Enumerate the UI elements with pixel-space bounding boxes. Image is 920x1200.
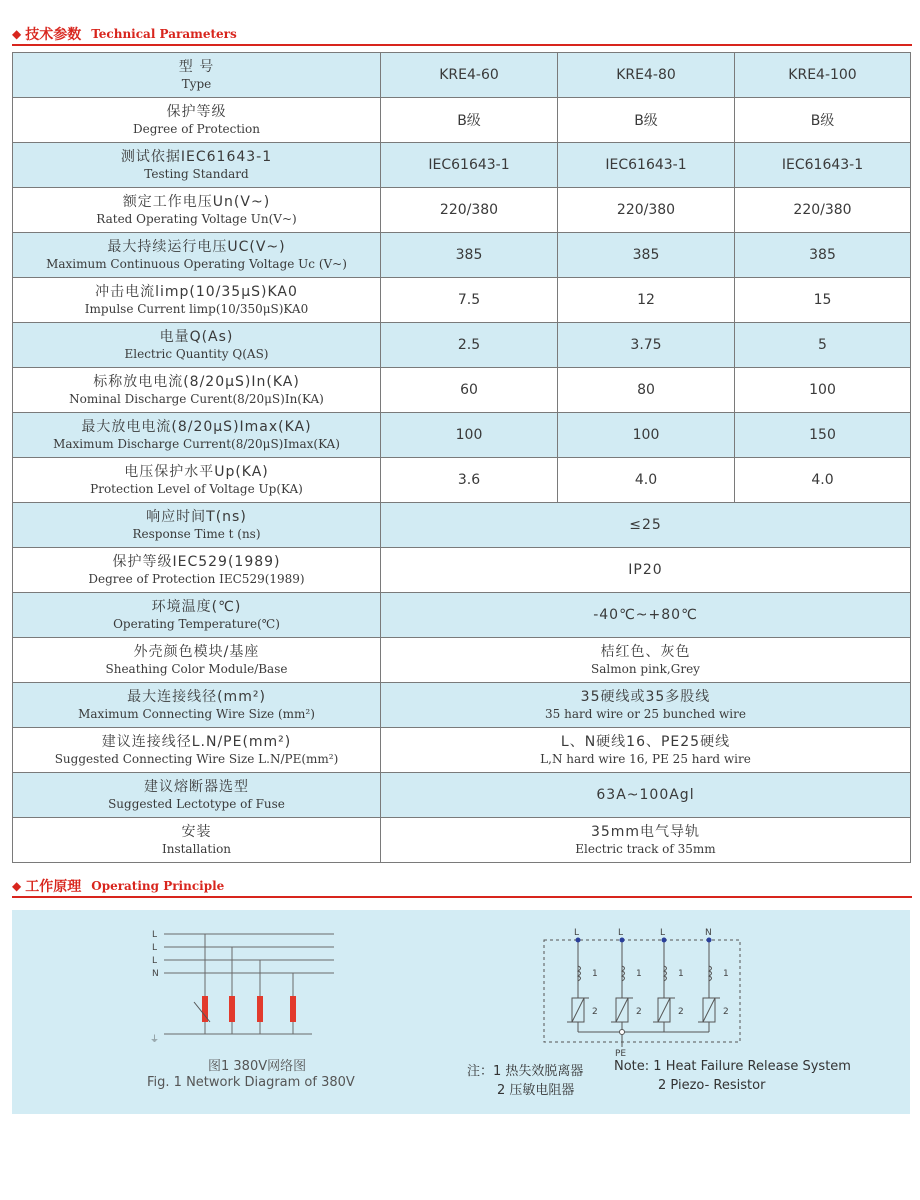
- param-label-cell: [13, 593, 381, 638]
- value-cell: 220/380: [735, 188, 911, 233]
- merged-value-cell: [381, 818, 911, 863]
- param-label-cell: [13, 368, 381, 413]
- param-label-en: Electric Quantity Q(AS): [124, 347, 269, 361]
- param-label-cell: [13, 638, 381, 683]
- value-cell: 385: [381, 233, 558, 278]
- param-label-cell: [13, 818, 381, 863]
- value-cn: L、N硬线16、PE25硬线: [560, 734, 731, 750]
- param-label-en: Maximum Continuous Operating Voltage Uc (V~): [46, 257, 347, 271]
- note-en-1: Note: 1 Heat Failure Release System: [614, 1059, 851, 1074]
- element-label-1: 1: [636, 969, 642, 979]
- value-cell: 4.0: [558, 458, 735, 503]
- section-title-en: Operating Principle: [91, 879, 225, 893]
- param-label-cell: [13, 53, 381, 98]
- param-label-cn: 最大放电电流(8/20μS)Imax(KA): [81, 419, 312, 435]
- value-cell: 60: [381, 368, 558, 413]
- param-label-cn: 保护等级IEC529(1989): [112, 554, 281, 570]
- table-row: [13, 98, 911, 143]
- table-row: [13, 143, 911, 188]
- value-cell: 385: [735, 233, 911, 278]
- operating-principle-panel: [12, 910, 910, 1114]
- param-label-cn: 电压保护水平Up(KA): [124, 464, 269, 480]
- param-label-en: Degree of Protection: [133, 122, 260, 136]
- param-label-cn: 标称放电电流(8/20μS)In(KA): [93, 374, 300, 390]
- varistor-2: [229, 996, 235, 1022]
- technical-parameters-table: [12, 52, 911, 863]
- value-cn: 63A~100Agl: [596, 787, 695, 803]
- param-label-en: Suggested Connecting Wire Size L.N/PE(mm²): [54, 752, 339, 766]
- value-cell: 5: [735, 323, 911, 368]
- value-cell: 100: [381, 413, 558, 458]
- line-label-l3: L: [152, 956, 158, 966]
- value-cell: 12: [558, 278, 735, 323]
- param-label-cn: 最大持续运行电压UC(V~): [107, 239, 286, 255]
- param-label-cell: [13, 98, 381, 143]
- param-label-cn: 最大连接线径(mm²): [127, 689, 266, 705]
- param-label-cn: 额定工作电压Un(V~): [122, 194, 271, 210]
- element-label-2: 2: [636, 1007, 642, 1017]
- spd-wiring-diagram: [544, 940, 740, 1047]
- value-cell: 15: [735, 278, 911, 323]
- terminal-label-l1: L: [574, 928, 580, 938]
- element-label-2: 2: [678, 1007, 684, 1017]
- table-row: [13, 278, 911, 323]
- merged-value-cell: [381, 728, 911, 773]
- param-label-cn: 型 号: [178, 59, 215, 75]
- value-cell: B级: [735, 98, 911, 143]
- terminal-label-l3: L: [660, 928, 666, 938]
- pe-label: PE: [615, 1049, 627, 1059]
- value-cn: IP20: [628, 562, 663, 578]
- table-row: [13, 458, 911, 503]
- param-label-cell: [13, 233, 381, 278]
- table-row: [13, 773, 911, 818]
- ground-icon: ⏚: [150, 1035, 160, 1045]
- table-row: [13, 368, 911, 413]
- terminal-label-l2: L: [618, 928, 624, 938]
- value-cell: 100: [735, 368, 911, 413]
- resistor-3: [653, 998, 675, 1022]
- param-label-en: Type: [181, 77, 212, 91]
- param-label-cell: [13, 728, 381, 773]
- element-label-1: 1: [723, 969, 729, 979]
- param-label-cn: 外壳颜色模块/基座: [133, 644, 260, 660]
- merged-value-cell: [381, 548, 911, 593]
- value-cell: 100: [558, 413, 735, 458]
- model-cell: KRE4-80: [558, 53, 735, 98]
- param-label-cell: [13, 413, 381, 458]
- value-cell: IEC61643-1: [735, 143, 911, 188]
- param-label-cell: [13, 503, 381, 548]
- value-cell: B级: [558, 98, 735, 143]
- note-cn-1: 注：1 热失效脱离器: [467, 1064, 584, 1079]
- line-label-l1: L: [152, 930, 158, 940]
- param-label-cell: [13, 188, 381, 233]
- diamond-bullet-icon: ◆: [12, 879, 22, 893]
- param-label-cn: 测试依据IEC61643-1: [120, 149, 273, 165]
- param-label-en: Maximum Connecting Wire Size (mm²): [78, 707, 315, 721]
- param-label-cn: 保护等级: [166, 104, 227, 120]
- param-label-en: Rated Operating Voltage Un(V~): [96, 212, 297, 226]
- value-cell: 220/380: [381, 188, 558, 233]
- model-cell: KRE4-100: [735, 53, 911, 98]
- value-cn: -40℃~+80℃: [593, 607, 698, 623]
- param-label-cell: [13, 143, 381, 188]
- table-row: [13, 503, 911, 548]
- table-row: [13, 323, 911, 368]
- module-boundary: [544, 940, 740, 1042]
- figure-caption-cn: 图1 380V网络图: [208, 1059, 307, 1074]
- section-title-cn: 工作原理: [25, 879, 82, 895]
- table-row: [13, 413, 911, 458]
- terminal-dots: [576, 938, 712, 1035]
- param-label-en: Suggested Lectotype of Fuse: [108, 797, 285, 811]
- param-label-cn: 建议熔断器选型: [144, 779, 249, 795]
- value-cell: 3.6: [381, 458, 558, 503]
- value-cell: 2.5: [381, 323, 558, 368]
- param-label-en: Maximum Discharge Current(8/20μS)Imax(KA): [53, 437, 340, 451]
- table-row: [13, 593, 911, 638]
- model-cell: KRE4-60: [381, 53, 558, 98]
- varistor-4: [290, 996, 296, 1022]
- resistor-4: [698, 998, 720, 1022]
- merged-value-cell: [381, 683, 911, 728]
- value-cell: 220/380: [558, 188, 735, 233]
- value-cell: IEC61643-1: [558, 143, 735, 188]
- value-en: L,N hard wire 16, PE 25 hard wire: [540, 752, 751, 766]
- merged-value-cell: [381, 638, 911, 683]
- table-row: [13, 188, 911, 233]
- figure-caption-en: Fig. 1 Network Diagram of 380V: [147, 1075, 355, 1090]
- merged-value-cell: [381, 773, 911, 818]
- value-cell: 4.0: [735, 458, 911, 503]
- param-label-en: Degree of Protection IEC529(1989): [88, 572, 305, 586]
- element-label-2: 2: [723, 1007, 729, 1017]
- value-cell: IEC61643-1: [381, 143, 558, 188]
- table-row-type: [13, 53, 911, 98]
- terminal-label-n: N: [705, 928, 712, 938]
- section-divider: [12, 896, 912, 898]
- section-title-cn: 技术参数: [25, 27, 82, 43]
- param-label-en: Operating Temperature(℃): [113, 617, 280, 631]
- line-labels: [150, 930, 159, 1045]
- section-heading-technical-parameters: [12, 24, 237, 44]
- table-row: [13, 548, 911, 593]
- table-row: [13, 233, 911, 278]
- varistor-3: [257, 996, 263, 1022]
- param-label-cn: 电量Q(As): [159, 329, 234, 345]
- param-label-en: Installation: [161, 842, 232, 856]
- terminal-labels: [574, 928, 729, 1059]
- note-cn-2: 2 压敏电阻器: [497, 1083, 575, 1098]
- section-divider: [12, 44, 912, 46]
- param-label-en: Sheathing Color Module/Base: [105, 662, 288, 676]
- param-label-en: Response Time t (ns): [132, 527, 261, 541]
- value-cell: 3.75: [558, 323, 735, 368]
- table-row: [13, 818, 911, 863]
- value-cell: 7.5: [381, 278, 558, 323]
- note-en-2: 2 Piezo- Resistor: [658, 1078, 766, 1093]
- param-label-cell: [13, 683, 381, 728]
- param-label-en: Protection Level of Voltage Up(KA): [90, 482, 303, 496]
- element-label-1: 1: [592, 969, 598, 979]
- value-cell: 80: [558, 368, 735, 413]
- line-label-n: N: [152, 969, 159, 979]
- param-label-cell: [13, 773, 381, 818]
- param-label-en: Impulse Current limp(10/350μS)KA0: [84, 302, 309, 316]
- table-row: [13, 683, 911, 728]
- merged-value-cell: [381, 593, 911, 638]
- value-cn: 35mm电气导轨: [590, 824, 701, 840]
- param-label-cn: 安装: [181, 824, 212, 840]
- param-label-cn: 冲击电流limp(10/35μS)KA0: [95, 284, 298, 300]
- section-title-en: Technical Parameters: [91, 27, 237, 41]
- value-cn: 桔红色、灰色: [600, 644, 691, 660]
- diamond-bullet-icon: ◆: [12, 27, 22, 41]
- element-label-1: 1: [678, 969, 684, 979]
- section-heading-operating-principle: [12, 876, 224, 896]
- param-label-cell: [13, 458, 381, 503]
- param-label-cn: 环境温度(℃): [151, 599, 242, 615]
- value-en: Salmon pink,Grey: [591, 662, 700, 676]
- param-label-cell: [13, 278, 381, 323]
- table-row: [13, 638, 911, 683]
- element-label-2: 2: [592, 1007, 598, 1017]
- value-cn: 35硬线或35多股线: [580, 689, 711, 705]
- param-label-cn: 响应时间T(ns): [146, 509, 247, 525]
- param-label-cn: 建议连接线径L.N/PE(mm²): [101, 734, 292, 750]
- varistors: [194, 996, 296, 1022]
- value-en: Electric track of 35mm: [575, 842, 716, 856]
- value-en: 35 hard wire or 25 bunched wire: [545, 707, 746, 721]
- table-row: [13, 728, 911, 773]
- value-cn: ≤25: [629, 517, 662, 533]
- merged-value-cell: [381, 503, 911, 548]
- param-label-cell: [13, 548, 381, 593]
- value-cell: 385: [558, 233, 735, 278]
- param-label-en: Nominal Discharge Curent(8/20μS)In(KA): [69, 392, 324, 406]
- param-label-en: Testing Standard: [144, 167, 249, 181]
- line-label-l2: L: [152, 943, 158, 953]
- network-diagram: [164, 934, 334, 1034]
- value-cell: B级: [381, 98, 558, 143]
- param-label-cell: [13, 323, 381, 368]
- resistor-2: [611, 998, 633, 1022]
- value-cell: 150: [735, 413, 911, 458]
- resistor-1: [567, 998, 589, 1022]
